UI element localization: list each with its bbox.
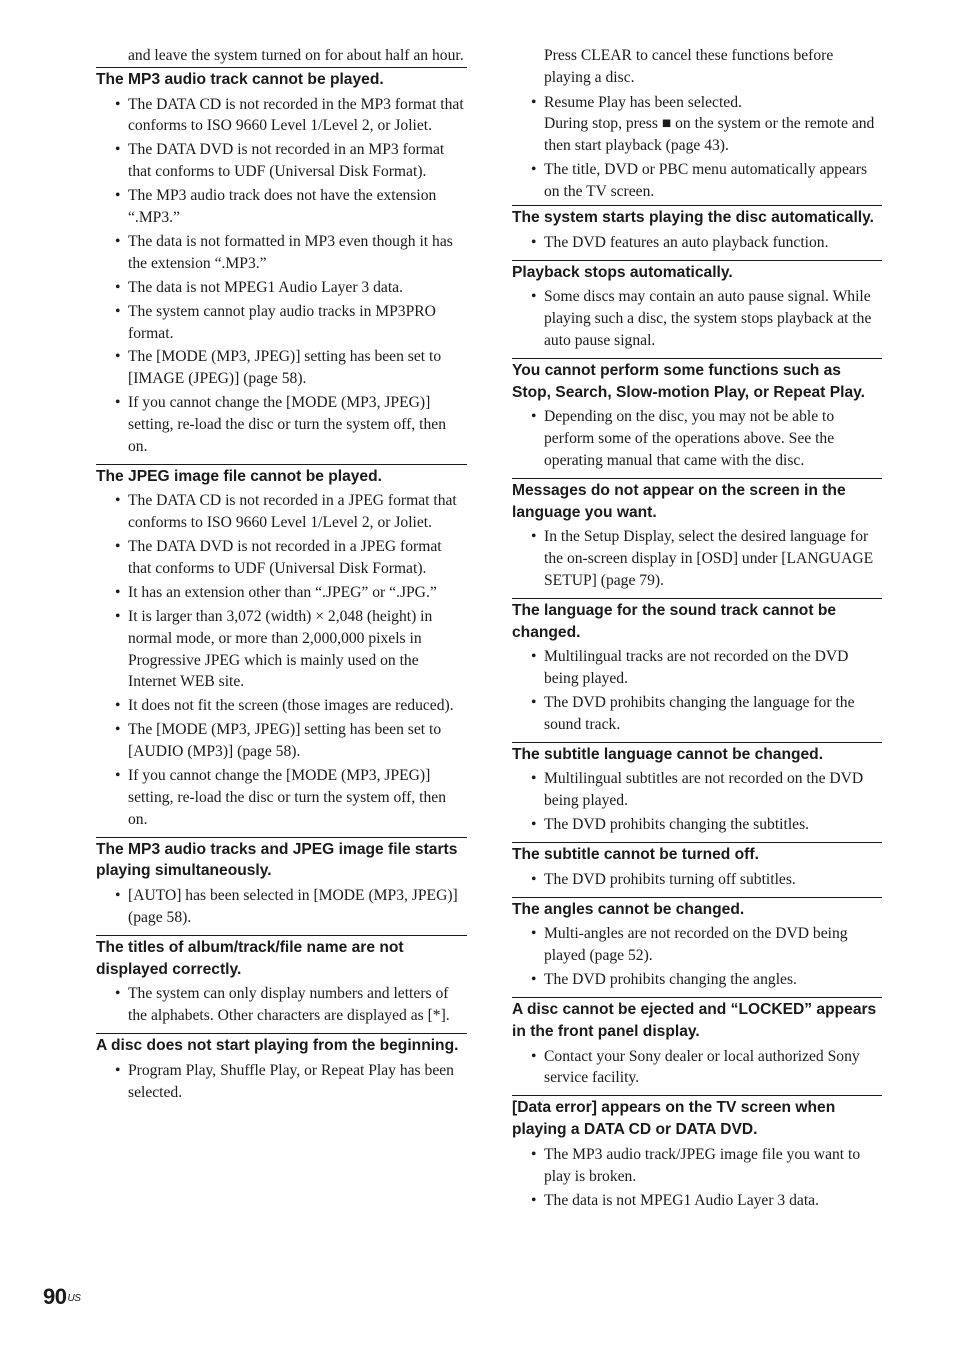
bullet-list [512, 869, 882, 891]
list-item [512, 1046, 882, 1090]
bullet-mark: • [115, 278, 121, 296]
bullet-mark: • [115, 302, 121, 320]
troubleshooting-section [96, 67, 467, 458]
left-sections [96, 67, 467, 1104]
section-heading: The system starts playing the disc automatically. [512, 205, 882, 229]
troubleshooting-section [96, 935, 467, 1027]
list-item-text: The data is not MPEG1 Audio Layer 3 data. [128, 278, 403, 296]
bullet-mark: • [115, 394, 121, 412]
section-heading: Messages do not appear on the screen in the language you want. [512, 478, 882, 524]
list-item [512, 768, 882, 812]
list-item [512, 286, 882, 351]
list-item-text: The system cannot play audio tracks in MP3PRO format. [128, 302, 436, 342]
bullet-mark: • [531, 1047, 537, 1065]
bullet-mark: • [115, 608, 121, 625]
troubleshooting-section [512, 842, 882, 891]
bullet-mark: • [531, 1191, 537, 1209]
bullet-list [96, 983, 467, 1027]
bullet-mark: • [531, 694, 537, 712]
list-item-text: Multilingual tracks are not recorded on the DVD being played. [544, 648, 849, 688]
list-item-text: The [MODE (MP3, JPEG)] setting has been set to [AUDIO (MP3)] (page 58). [128, 721, 442, 761]
list-item [96, 582, 467, 604]
bullet-list [512, 768, 882, 836]
list-item [512, 406, 882, 471]
bullet-list [512, 1046, 882, 1090]
bullet-mark: • [531, 971, 537, 989]
section-heading: [Data error] appears on the TV screen when playing a DATA CD or DATA DVD. [512, 1095, 882, 1141]
continued-paragraph: and leave the system turned on for about half an hour. [128, 47, 464, 64]
list-item [96, 1060, 467, 1104]
bullet-list [512, 526, 882, 591]
continued-bullet-list [512, 92, 882, 203]
troubleshooting-section [512, 997, 882, 1089]
list-item-text: The DVD prohibits changing the angles. [544, 971, 797, 989]
list-item-text: The [MODE (MP3, JPEG)] setting has been set to [IMAGE (JPEG)] (page 58). [128, 348, 442, 388]
list-item [96, 277, 467, 299]
bullet-mark: • [115, 141, 121, 159]
bullet-list [512, 646, 882, 735]
list-item [96, 606, 467, 693]
list-item [512, 869, 882, 891]
list-item-text: The DVD prohibits changing the language for the sound track. [544, 694, 855, 733]
bullet-mark: • [115, 767, 121, 785]
list-item-text: The MP3 audio track/JPEG image file you want to play is broken. [544, 1145, 861, 1185]
list-item [512, 159, 882, 203]
list-item-text: The DVD prohibits changing the subtitles. [544, 816, 810, 834]
list-item [512, 969, 882, 991]
troubleshooting-section [512, 478, 882, 592]
list-item-text: The DATA DVD is not recorded in an MP3 format that conforms to UDF (Universal Disk Format). [128, 141, 445, 181]
section-heading: The angles cannot be changed. [512, 897, 882, 921]
list-item-text: The DATA DVD is not recorded in a JPEG format that conforms to UDF (Universal Disk Format). [128, 538, 442, 578]
list-item-text: The DVD features an auto playback function. [544, 233, 829, 251]
bullet-list [96, 885, 467, 929]
section-heading: A disc cannot be ejected and “LOCKED” appears in the front panel display. [512, 997, 882, 1043]
bullet-mark: • [531, 288, 537, 306]
troubleshooting-section [512, 205, 882, 254]
bullet-mark: • [531, 161, 537, 179]
list-item [512, 92, 882, 157]
bullet-mark: • [531, 770, 537, 788]
troubleshooting-section [512, 1095, 882, 1211]
bullet-list [512, 1144, 882, 1212]
list-item [96, 392, 467, 457]
bullet-mark: • [115, 584, 121, 602]
troubleshooting-section [96, 837, 467, 929]
bullet-mark: • [531, 870, 537, 888]
list-item-text: If you cannot change the [MODE (MP3, JPEG)] setting, re-load the disc or turn the system off, then on. [128, 767, 447, 828]
bullet-list [512, 923, 882, 991]
list-item-text: If you cannot change the [MODE (MP3, JPEG)] setting, re-load the disc or turn the system off, then on. [128, 394, 447, 455]
list-item [512, 646, 882, 690]
list-item [96, 983, 467, 1027]
section-heading: Playback stops automatically. [512, 260, 882, 284]
bullet-list [96, 1060, 467, 1104]
bullet-mark: • [115, 697, 121, 715]
bullet-mark: • [531, 233, 537, 251]
bullet-mark: • [531, 648, 537, 666]
list-item-text: It has an extension other than “.JPEG” or “.JPG.” [128, 584, 437, 602]
page-number [43, 1284, 80, 1310]
section-heading: The titles of album/track/file name are not displayed correctly. [96, 935, 467, 981]
section-heading: The MP3 audio track cannot be played. [96, 67, 467, 91]
troubleshooting-section [512, 598, 882, 736]
right-sections [512, 205, 882, 1211]
continued-paragraph: Press CLEAR to cancel these functions before playing a disc. [544, 47, 834, 86]
section-heading: The language for the sound track cannot be changed. [512, 598, 882, 644]
list-item-text: The DVD prohibits turning off subtitles. [544, 870, 796, 888]
troubleshooting-section [512, 897, 882, 991]
bullet-mark: • [115, 492, 121, 510]
bullet-mark: • [115, 348, 121, 366]
list-item-text: [AUTO] has been selected in [MODE (MP3, JPEG)] (page 58). [128, 887, 458, 926]
list-item-text: Depending on the disc, you may not be able to perform some of the operations above. See the operating manual that came with the disc. [544, 408, 835, 469]
bullet-list [512, 232, 882, 254]
list-item-text: Multi-angles are not recorded on the DVD being played (page 52). [544, 925, 848, 965]
bullet-mark: • [115, 721, 121, 739]
list-item-text: It is larger than 3,072 (width) × 2,048 (height) in normal mode, or more than 2,000,000 pixels in Progressive JPEG which is mainly used on the Internet WEB site. [128, 608, 433, 691]
bullet-mark: • [531, 528, 537, 546]
bullet-mark: • [531, 816, 537, 834]
list-item-text: Resume Play has been selected. During stop, press ■ on the system or the remote and then start playback (page 43). [544, 93, 875, 155]
bullet-mark: • [115, 985, 121, 1003]
list-item-text: The MP3 audio track does not have the extension “.MP3.” [128, 187, 437, 226]
list-item-text: The data is not formatted in MP3 even though it has the extension “.MP3.” [128, 232, 453, 272]
page-region-suffix: US [67, 1293, 81, 1304]
list-item-text: The DATA CD is not recorded in a JPEG format that conforms to ISO 9660 Level 1/Level 2, or Joliet. [128, 492, 457, 532]
troubleshooting-section [512, 260, 882, 352]
bullet-mark: • [115, 187, 121, 205]
list-item-text: Program Play, Shuffle Play, or Repeat Play has been selected. [128, 1061, 454, 1101]
section-heading: The MP3 audio tracks and JPEG image file starts playing simultaneously. [96, 837, 467, 883]
list-item [96, 301, 467, 345]
list-item [512, 814, 882, 836]
list-item [96, 185, 467, 229]
section-heading: The JPEG image file cannot be played. [96, 464, 467, 488]
list-item [96, 536, 467, 580]
list-item-text: The system can only display numbers and letters of the alphabets. Other characters are displayed as [*]. [128, 985, 450, 1025]
section-heading: The subtitle language cannot be changed. [512, 742, 882, 766]
section-heading: A disc does not start playing from the beginning. [96, 1033, 467, 1057]
bullet-list [512, 286, 882, 351]
list-item [512, 923, 882, 967]
list-item [512, 1190, 882, 1212]
list-item-text: The DATA CD is not recorded in the MP3 format that conforms to ISO 9660 Level 1/Level 2, or Joliet. [128, 95, 464, 135]
bullet-mark: • [115, 95, 121, 113]
list-item-text: The title, DVD or PBC menu automatically appears on the TV screen. [544, 161, 868, 200]
troubleshooting-section [512, 742, 882, 836]
list-item [96, 346, 467, 390]
list-item [96, 490, 467, 534]
bullet-mark: • [531, 925, 537, 943]
bullet-mark: • [531, 93, 537, 111]
bullet-list [96, 94, 467, 458]
list-item [512, 1144, 882, 1188]
list-item [96, 231, 467, 275]
list-item-text: In the Setup Display, select the desired language for the on-screen display in [OSD] under [LANGUAGE SETUP] (page 79). [544, 528, 874, 589]
bullet-mark: • [115, 232, 121, 250]
list-item [96, 765, 467, 830]
list-item [96, 139, 467, 183]
list-item-text: Multilingual subtitles are not recorded on the DVD being played. [544, 770, 864, 810]
list-item-text: Contact your Sony dealer or local authorized Sony service facility. [544, 1047, 860, 1087]
troubleshooting-section [96, 464, 467, 831]
list-item [512, 692, 882, 736]
list-item-text: Some discs may contain an auto pause signal. While playing such a disc, the system stops playback at the auto pause signal. [544, 288, 872, 349]
list-item [96, 885, 467, 929]
list-item [96, 695, 467, 717]
list-item [512, 526, 882, 591]
bullet-mark: • [531, 1145, 537, 1163]
bullet-mark: • [115, 887, 121, 905]
right-column [512, 45, 882, 1217]
bullet-mark: • [531, 408, 537, 426]
bullet-list [96, 490, 467, 830]
list-item [96, 719, 467, 763]
list-item [512, 232, 882, 254]
left-column [96, 45, 467, 1109]
troubleshooting-section [512, 358, 882, 472]
list-item-text: The data is not MPEG1 Audio Layer 3 data. [544, 1191, 819, 1209]
bullet-mark: • [115, 1061, 121, 1079]
troubleshooting-section [96, 1033, 467, 1103]
list-item [96, 94, 467, 138]
page-number-value: 90 [43, 1284, 67, 1309]
bullet-list [512, 406, 882, 471]
section-heading: The subtitle cannot be turned off. [512, 842, 882, 866]
section-heading: You cannot perform some functions such as Stop, Search, Slow-motion Play, or Repeat Play. [512, 358, 882, 404]
list-item-text: It does not fit the screen (those images are reduced). [128, 697, 454, 715]
bullet-mark: • [115, 538, 121, 556]
